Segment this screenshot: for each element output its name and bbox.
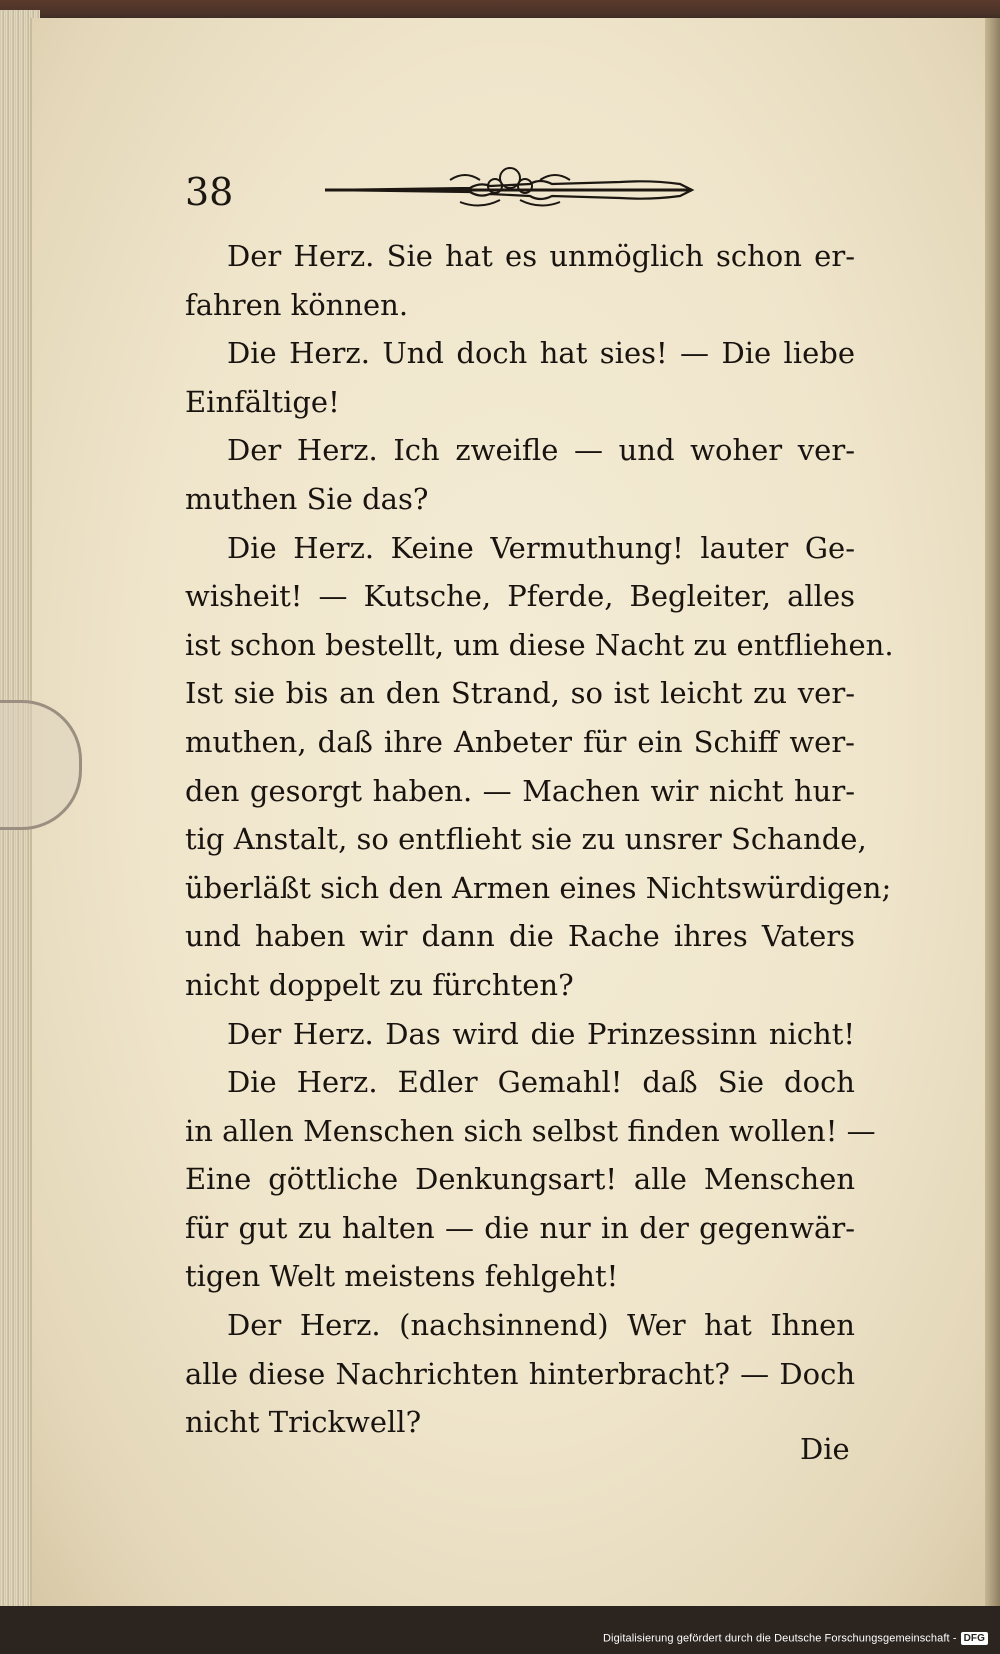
text-line: alle diese Nachrichten hinterbracht? — Doch <box>185 1356 855 1391</box>
text-line: Der Herz. Sie hat es unmöglich schon er- <box>227 239 855 273</box>
text-line: ist schon bestellt, um diese Nacht zu entfliehen. <box>185 627 894 662</box>
page-number: 38 <box>185 170 234 214</box>
text-line: überläßt sich den Armen eines Nichtswürdigen; <box>185 870 892 905</box>
catchword: Die <box>800 1432 850 1466</box>
digitization-credit <box>603 1632 988 1645</box>
credit-text: Digitalisierung gefördert durch die Deutsche Forschungsgemeinschaft - <box>603 1632 957 1645</box>
bottom-band <box>0 1606 1000 1654</box>
text-line: Der Herz. Das wird die Prinzessinn nicht! <box>227 1016 855 1051</box>
page-right-edge <box>985 18 1000 1606</box>
text-line: nicht Trickwell? <box>185 1405 422 1440</box>
ornament-icon <box>320 160 700 220</box>
text-line: fahren können. <box>185 287 409 322</box>
text-line: muthen Sie das? <box>185 481 429 516</box>
text-line: Die Herz. Edler Gemahl! daß Sie doch <box>227 1065 855 1100</box>
text-line: nicht doppelt zu fürchten? <box>185 967 574 1002</box>
text-line: Die Herz. Und doch hat sies! — Die liebe <box>227 336 855 371</box>
text-line: muthen, daß ihre Anbeter für ein Schiff wer- <box>185 724 855 759</box>
text-line: Eine göttliche Denkungsart! alle Menschen <box>185 1162 855 1197</box>
text-line: Die Herz. Keine Vermuthung! lauter Ge- <box>227 530 855 565</box>
text-line: Einfältige! <box>185 384 340 419</box>
dfg-logo: DFG <box>961 1632 988 1645</box>
text-line: tigen Welt meistens fehlgeht! <box>185 1259 619 1294</box>
text-line: Der Herz. Ich zweifle — und woher ver- <box>227 433 855 468</box>
text-line: und haben wir dann die Rache ihres Vaters <box>185 919 855 954</box>
text-line: für gut zu halten — die nur in der gegenwär- <box>185 1210 855 1245</box>
text-line: Ist sie bis an den Strand, so ist leicht zu ver- <box>185 676 855 711</box>
body-text <box>185 232 894 1447</box>
text-line: in allen Menschen sich selbst finden wollen! — <box>185 1113 876 1148</box>
text-line: den gesorgt haben. — Machen wir nicht hur- <box>185 773 855 808</box>
text-line: Der Herz. (nachsinnend) Wer hat Ihnen <box>227 1308 855 1343</box>
text-line: wisheit! — Kutsche, Pferde, Begleiter, alles <box>185 579 855 614</box>
text-line: tig Anstalt, so entflieht sie zu unsrer Schande, <box>185 822 867 857</box>
